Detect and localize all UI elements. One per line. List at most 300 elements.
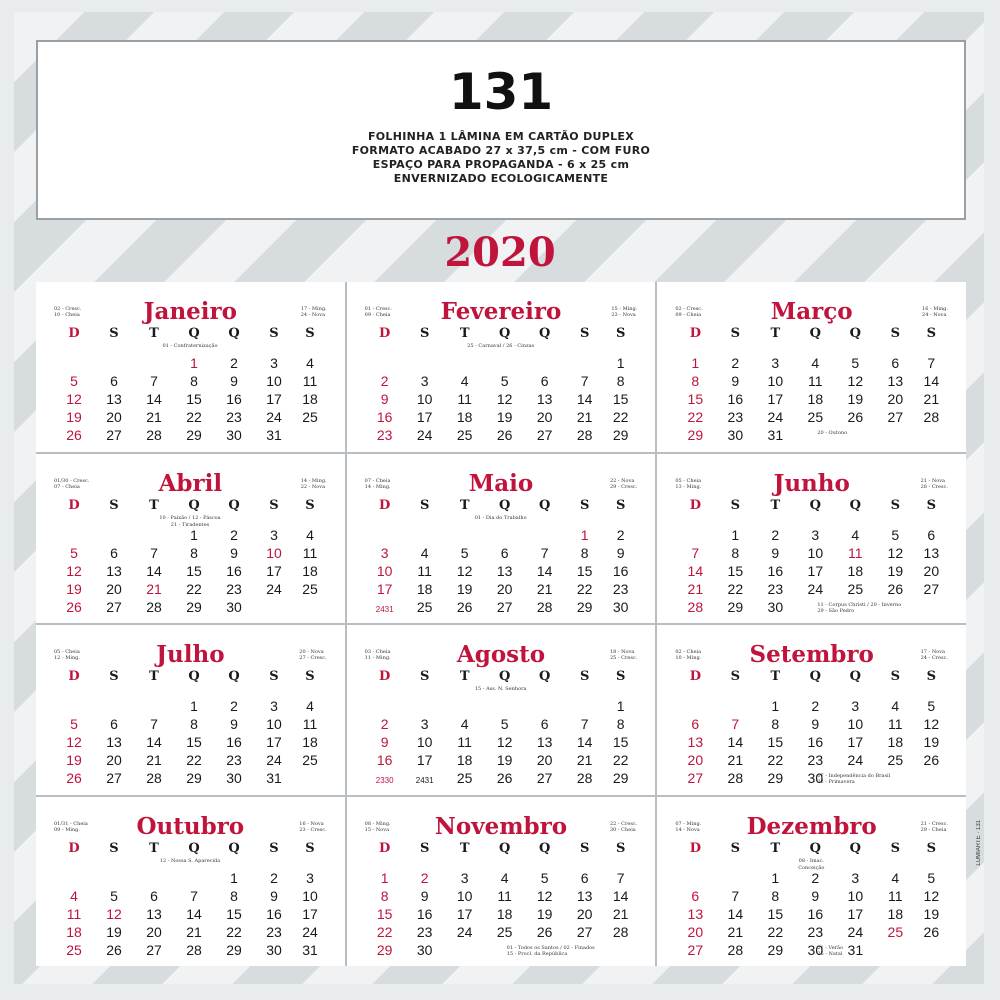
moon-phases-right xyxy=(301,306,327,318)
printer-imprint: LUMIARTE · 131 xyxy=(976,820,982,866)
moon-phases-right xyxy=(610,478,637,490)
month-name: Fevereiro xyxy=(440,298,562,325)
day-cell xyxy=(525,526,565,544)
day-cell: 18 xyxy=(456,752,473,768)
day-cell xyxy=(294,598,326,616)
day-cell: 18 xyxy=(807,391,824,407)
day-cell: 17 xyxy=(847,734,864,750)
week-row xyxy=(365,733,637,751)
day-cell: 18 xyxy=(456,409,473,425)
day-cell: 12 xyxy=(847,373,864,389)
day-cell: 17 xyxy=(456,905,473,922)
day-cell xyxy=(565,354,605,372)
day-cell: 13 xyxy=(106,391,122,407)
day-cell: 6 xyxy=(580,869,589,886)
day-number: 31 xyxy=(424,776,434,785)
day-cell: 23 xyxy=(767,580,784,597)
week-row xyxy=(365,580,637,598)
weekday-label: S xyxy=(730,669,741,684)
day-cell: 11 xyxy=(888,716,903,732)
day-cell: 24 xyxy=(416,427,433,443)
weekday-label: S xyxy=(579,497,590,513)
day-cell: 9 xyxy=(420,887,429,904)
day-cell: 19 xyxy=(66,580,82,597)
day-cell: 19 xyxy=(106,923,122,940)
month-grid xyxy=(36,282,966,966)
weekday-label: S xyxy=(890,497,901,513)
day-cell: 12 xyxy=(66,734,82,750)
day-cell: 15 xyxy=(376,905,393,922)
day-cell: 3 xyxy=(270,526,278,543)
day-cell: 1 xyxy=(771,698,780,714)
weekday-label: S xyxy=(615,326,626,341)
day-cell: 1 xyxy=(190,526,198,543)
day-cell: 15 xyxy=(186,562,202,579)
month-block xyxy=(347,625,656,795)
day-cell: 1 xyxy=(190,698,198,714)
weekday-label: Q xyxy=(849,669,861,684)
week-row xyxy=(365,390,637,408)
day-cell: 27 xyxy=(687,770,704,786)
weekday-label: S xyxy=(109,497,119,513)
day-cell: 5 xyxy=(110,887,118,904)
day-cell: 28 xyxy=(612,923,629,940)
day-cell: 2 xyxy=(811,869,820,886)
month-block xyxy=(347,454,656,624)
weekday-label: Q xyxy=(849,497,861,513)
day-cell: 17 xyxy=(302,905,318,922)
day-cell: 27 xyxy=(106,427,122,443)
day-cell: 8 xyxy=(771,887,780,904)
day-cell xyxy=(715,697,755,715)
weekday-label: Q xyxy=(228,840,240,856)
day-cell: 21 xyxy=(727,752,744,768)
day-number: 23 xyxy=(375,776,385,785)
day-cell: 4 xyxy=(811,355,820,371)
month-block xyxy=(657,282,966,452)
day-cell: 28 xyxy=(146,427,162,443)
day-cell: 5 xyxy=(500,716,509,732)
day-cell: 22 xyxy=(727,580,744,597)
day-cell: 15 xyxy=(767,734,784,750)
day-cell: 20 xyxy=(106,409,122,425)
moon-phase: 22 - Cresc. xyxy=(609,820,638,827)
day-cell: 27 xyxy=(106,598,122,615)
weekday-header xyxy=(365,669,637,685)
day-cell: 1 xyxy=(616,698,625,714)
day-cell xyxy=(675,526,715,544)
day-cell: 29 xyxy=(612,427,629,443)
day-cell: 10 xyxy=(807,544,824,561)
day-cell xyxy=(445,941,485,959)
weekday-label: T xyxy=(770,669,781,684)
week-row xyxy=(675,887,947,905)
weekday-label: T xyxy=(770,840,781,856)
day-cell: 5 xyxy=(891,526,900,543)
day-cell: 23 xyxy=(226,580,242,597)
day-cell: 18 xyxy=(302,391,318,407)
moon-phase: 21 - Nova xyxy=(920,477,946,484)
day-cell xyxy=(525,354,565,372)
day-cell: 22 xyxy=(376,923,393,940)
day-cell: 10 xyxy=(847,716,864,732)
day-cell: 3 xyxy=(420,373,429,389)
weekday-label: S xyxy=(419,669,430,684)
week-row xyxy=(365,372,637,390)
moon-phase: 03 - Cheia xyxy=(364,649,391,655)
day-cell: 19 xyxy=(66,409,82,425)
week-row xyxy=(54,544,326,562)
day-cell xyxy=(254,598,294,616)
day-cell: 25 xyxy=(807,409,824,425)
day-cell: 15 xyxy=(226,905,242,922)
day-cell: 17 xyxy=(767,391,784,407)
moon-phases-right xyxy=(301,478,327,490)
day-cell: 21 xyxy=(612,905,629,922)
day-cell: 9 xyxy=(380,391,389,407)
day-cell xyxy=(134,869,174,887)
day-cell: 22 xyxy=(226,923,242,940)
day-cell: 8 xyxy=(691,373,700,389)
day-cell: 5 xyxy=(70,716,78,732)
spec-line: ESPAÇO PARA PROPAGANDA - 6 x 25 cm xyxy=(372,158,630,171)
day-cell: 16 xyxy=(727,391,744,407)
weekday-label: S xyxy=(419,840,430,856)
week-row xyxy=(365,869,637,887)
day-cell: 26 xyxy=(496,427,513,443)
day-cell: 28 xyxy=(727,770,744,786)
weekday-label: S xyxy=(269,840,279,856)
weekday-label: Q xyxy=(538,669,551,684)
weekday-label: Q xyxy=(228,497,240,513)
week-row xyxy=(54,580,326,598)
moon-phases-left xyxy=(54,821,88,833)
day-cell: 2 xyxy=(230,526,238,543)
month-name: Março xyxy=(770,298,853,325)
day-cell: 14 xyxy=(146,391,162,407)
week-row xyxy=(365,887,637,905)
weekday-label: S xyxy=(305,669,315,684)
day-cell xyxy=(445,354,485,372)
day-cell: 10 xyxy=(266,373,282,389)
day-cell: 6 xyxy=(927,526,936,543)
day-cell: 23 xyxy=(612,580,629,597)
day-cell: 19 xyxy=(496,752,513,768)
day-cell: 6 xyxy=(150,887,158,904)
day-cell: 11 xyxy=(302,544,318,561)
moon-phase: 07 - Ming. xyxy=(675,820,702,827)
spec-line: FORMATO ACABADO 27 x 37,5 cm - COM FURO xyxy=(351,144,651,157)
moon-phase: 27 - Cresc. xyxy=(299,655,327,661)
day-cell xyxy=(875,941,915,959)
day-cell: 3 xyxy=(811,526,820,543)
day-cell: 16 xyxy=(226,562,242,579)
weekday-label: Q xyxy=(809,326,821,341)
month-name: Setembro xyxy=(749,641,874,668)
weekday-label: Q xyxy=(498,326,511,341)
day-cell: 22 xyxy=(612,752,629,768)
day-cell: 27 xyxy=(576,923,593,940)
day-cell: 14 xyxy=(146,734,162,750)
weekday-label: T xyxy=(149,326,159,341)
moon-phases-right xyxy=(299,821,326,833)
weekday-label: D xyxy=(68,669,80,684)
week-row xyxy=(54,354,326,372)
weekday-label: S xyxy=(615,669,626,684)
day-cell: 10 xyxy=(847,887,864,904)
weekday-label: D xyxy=(379,326,391,341)
day-cell: 11 xyxy=(302,373,318,389)
day-cell: 21 xyxy=(923,391,940,407)
day-cell xyxy=(365,526,405,544)
week-row xyxy=(54,715,326,733)
day-cell: 28 xyxy=(923,409,940,425)
day-cell: 11 xyxy=(888,887,903,904)
weekday-label: Q xyxy=(809,840,821,856)
day-cell: 19 xyxy=(496,409,513,425)
day-cell: 29 xyxy=(767,770,784,786)
day-cell: 9 xyxy=(230,716,238,732)
day-cell: 9 xyxy=(380,734,389,750)
week-row xyxy=(54,390,326,408)
moon-phase: 11 - Ming. xyxy=(364,655,391,661)
moon-phases-right xyxy=(611,306,637,318)
day-cell: 18 xyxy=(887,734,904,750)
moon-phase: 22 - Nova xyxy=(300,483,326,490)
day-cell: 1 xyxy=(771,869,780,886)
day-cell: 8 xyxy=(580,544,589,561)
day-cell: 13 xyxy=(923,544,940,561)
day-cell: 10 xyxy=(416,391,433,407)
day-cell: 24 xyxy=(266,752,282,768)
moon-phase: 21 - Cresc. xyxy=(920,820,948,827)
day-cell: 15 xyxy=(612,734,629,750)
month-name: Maio xyxy=(468,469,534,497)
day-cell: 7 xyxy=(580,373,589,389)
day-cell: 14 xyxy=(536,562,553,579)
day-cell: 24 xyxy=(847,923,864,940)
week-row xyxy=(54,751,326,769)
day-cell: 25 xyxy=(456,770,473,786)
month-block xyxy=(36,625,345,795)
day-cell: 6 xyxy=(500,544,509,561)
weekday-label: T xyxy=(459,326,470,341)
day-cell: 5 xyxy=(927,698,936,714)
day-cell: 18 xyxy=(416,580,433,597)
day-cell: 6 xyxy=(540,716,549,732)
month-block xyxy=(657,625,966,795)
season-note: 01 - Todos os Santos / 02 - Finados 15 - Procl. da República xyxy=(506,944,595,957)
day-cell: 28 xyxy=(186,941,202,958)
week-row xyxy=(365,941,637,959)
day-cell: 21 xyxy=(576,409,593,425)
day-cell: 3 xyxy=(306,869,314,886)
moon-phases-right xyxy=(299,649,326,661)
week-row xyxy=(54,526,326,544)
day-cell: 14 xyxy=(687,562,704,579)
day-cell: 31 xyxy=(266,427,282,443)
weekday-label: S xyxy=(579,669,590,684)
day-cell: 31 xyxy=(767,427,784,443)
moon-phase: 09 - Cheia xyxy=(675,312,702,318)
month-block xyxy=(347,282,656,452)
day-cell xyxy=(445,697,485,715)
weekday-header xyxy=(675,498,947,514)
day-cell xyxy=(675,869,715,887)
week-row xyxy=(675,390,947,408)
day-cell: 11 xyxy=(457,391,472,407)
day-cell: 5 xyxy=(540,869,549,886)
day-cell: 20 xyxy=(887,391,904,407)
holiday-note: 10 - Paixão / 12 - Páscoa 21 - Tiradentes xyxy=(159,514,221,528)
day-cell: 16 xyxy=(807,734,824,750)
day-cell: 29 xyxy=(186,598,202,615)
holiday-note: 25 - Carnaval / 26 - Cinzas xyxy=(467,343,535,349)
day-cell xyxy=(134,526,174,544)
day-cell: 14 xyxy=(727,734,744,750)
day-cell: 18 xyxy=(847,562,864,579)
day-cell: 2 xyxy=(380,373,389,389)
weekday-label: S xyxy=(615,497,626,513)
day-cell: 2 xyxy=(771,526,780,543)
day-cell: 14 xyxy=(727,905,744,922)
day-cell: 4 xyxy=(500,869,509,886)
week-row xyxy=(365,544,637,562)
day-cell: 4 xyxy=(306,698,314,714)
weekday-label: Q xyxy=(228,326,240,341)
week-row xyxy=(365,715,637,733)
day-cell: 27 xyxy=(536,427,553,443)
day-cell: 27 xyxy=(887,409,904,425)
day-cell: 25 xyxy=(416,598,433,615)
day-cell: 18 xyxy=(302,734,318,750)
day-cell: 22 xyxy=(576,580,593,597)
day-cell: 26 xyxy=(106,941,122,958)
day-cell: 21 xyxy=(146,752,162,768)
moon-phase: 28 - Cresc. xyxy=(920,483,948,490)
day-cell: 10 xyxy=(266,544,282,561)
day-cell: 30 xyxy=(807,941,824,958)
day-cell xyxy=(915,598,947,616)
moon-phase: 12 - Ming. xyxy=(54,655,80,661)
weekday-label: Q xyxy=(188,497,200,513)
day-cell: 16 xyxy=(612,562,629,579)
day-cell: 30 xyxy=(612,598,629,615)
weekday-label: D xyxy=(68,497,80,513)
moon-phase: 25 - Cresc. xyxy=(609,655,638,661)
weekday-label: T xyxy=(149,497,159,513)
week-row xyxy=(365,562,637,580)
day-cell: 20 xyxy=(687,923,704,940)
day-cell: 12 xyxy=(456,562,473,579)
week-row xyxy=(54,923,326,941)
day-cell: 9 xyxy=(811,716,820,732)
day-cell xyxy=(54,697,94,715)
weekday-label: D xyxy=(68,840,80,856)
weekday-label: S xyxy=(926,326,937,341)
day-cell: 27 xyxy=(536,770,553,786)
day-cell: 8 xyxy=(731,544,740,561)
day-cell xyxy=(565,697,605,715)
day-cell: 15 xyxy=(612,391,629,407)
day-cell: 22 xyxy=(767,923,784,940)
day-cell: 4 xyxy=(851,526,860,543)
weekday-label: Q xyxy=(809,669,821,684)
weekday-label: Q xyxy=(538,840,551,856)
day-cell: 28 xyxy=(727,941,744,958)
week-row xyxy=(365,354,637,372)
day-cell: 12 xyxy=(66,391,82,407)
day-cell: 13 xyxy=(687,734,704,750)
weekday-label: T xyxy=(770,497,781,513)
day-cell: 16 xyxy=(266,905,282,922)
moon-phase: 24 - Cresc. xyxy=(920,655,948,661)
week-row xyxy=(365,905,637,923)
day-cell xyxy=(405,697,445,715)
month-name: Novembro xyxy=(434,812,568,840)
holiday-note: 01 - Confraternização xyxy=(162,343,218,349)
day-cell: 24 xyxy=(266,580,282,597)
moon-phase: 15 - Nova xyxy=(364,826,390,833)
day-cell: 14 xyxy=(612,887,629,904)
moon-phase: 07 - Cheia xyxy=(364,477,391,484)
moon-phase: 02 - Cresc. xyxy=(675,306,703,312)
weekday-label: S xyxy=(730,326,741,341)
season-note: 07 - Independência do Brasil 22 - Primavera xyxy=(817,773,891,785)
day-cell xyxy=(94,697,134,715)
weekday-header xyxy=(54,669,326,685)
day-cell: 14 xyxy=(923,373,940,389)
day-cell: 29 xyxy=(376,941,393,958)
day-cell: 14 xyxy=(146,562,162,579)
moon-phases-left xyxy=(675,306,702,318)
moon-phase: 15 - Ming. xyxy=(611,306,638,312)
day-cell: 29 xyxy=(226,941,242,958)
weekday-label: Q xyxy=(498,497,511,513)
weekday-label: T xyxy=(149,840,159,856)
moon-phase: 10 - Ming. xyxy=(675,655,702,661)
day-cell xyxy=(365,697,405,715)
day-cell: 18 xyxy=(66,923,82,940)
month-name: Outubro xyxy=(136,812,245,840)
day-cell: 29 xyxy=(576,598,593,615)
day-cell: 3 xyxy=(771,355,780,371)
day-cell: 6 xyxy=(110,716,118,732)
moon-phases-right xyxy=(921,478,948,490)
advertising-space xyxy=(36,40,966,220)
day-cell: 19 xyxy=(66,752,82,768)
day-cell: 11 xyxy=(808,373,823,389)
day-cell xyxy=(294,426,326,444)
weekday-label: S xyxy=(109,840,119,856)
weekday-header xyxy=(54,498,326,514)
moon-phases-left xyxy=(365,821,391,833)
day-cell: 24 xyxy=(767,409,784,425)
day-cell: 21 xyxy=(536,580,553,597)
weekday-label: Q xyxy=(188,840,200,856)
day-cell: 19 xyxy=(887,562,904,579)
season-note: 20 - Outono xyxy=(817,430,848,436)
day-cell: 25 xyxy=(847,580,864,597)
weekday-label: S xyxy=(730,840,741,856)
moon-phase: 16 - Nova xyxy=(299,820,324,827)
day-cell: 12 xyxy=(887,544,904,561)
day-cell: 3 xyxy=(851,869,860,886)
day-cell: 15 xyxy=(727,562,744,579)
day-cell: 25 xyxy=(887,752,904,768)
day-cell xyxy=(94,526,134,544)
day-cell: 8 xyxy=(380,887,389,904)
